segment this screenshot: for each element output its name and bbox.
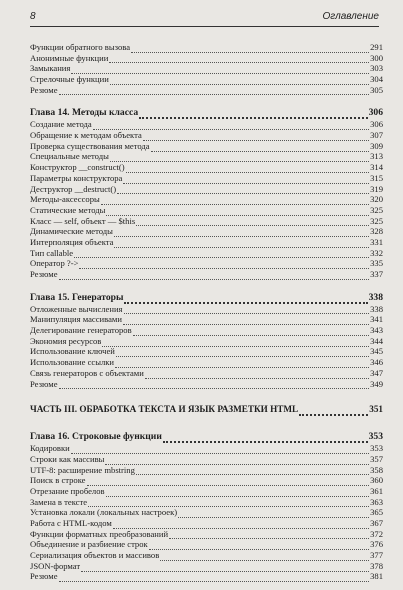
toc-entry (30, 518, 383, 529)
toc-entry-title: Функции форматных преобразований (30, 528, 169, 539)
toc-entry (30, 486, 383, 497)
toc-entry-title: Объединение и разбиение строк (30, 539, 148, 550)
toc-page-number: 328 (370, 226, 383, 237)
toc-entry-title: Стрелочные функции (30, 74, 109, 85)
toc-entry-title: ЧАСТЬ III. ОБРАБОТКА ТЕКСТА И ЯЗЫК РАЗМЕТКИ HTML (30, 404, 299, 415)
toc-page-number: 309 (370, 140, 383, 151)
toc-entry-title: Сериализация объектов и массивов (30, 550, 160, 561)
toc-page-number: 358 (370, 464, 383, 475)
dot-leader (71, 445, 369, 454)
dot-leader (59, 573, 370, 582)
toc-entry-title: Делегирование генераторов (30, 325, 132, 336)
toc-page-number: 360 (370, 475, 383, 486)
toc-entry (30, 539, 383, 550)
toc-page-number: 325 (370, 204, 383, 215)
toc-page-number: 351 (369, 404, 383, 415)
toc-page-number: 314 (370, 162, 383, 173)
toc-entry-title: Отрезание пробелов (30, 485, 105, 496)
toc-entry (30, 475, 383, 486)
toc-page-number: 325 (370, 215, 383, 226)
toc-entry-title: Параметры конструктора (30, 172, 123, 183)
toc-entry-title: Связь генераторов с объектами (30, 367, 144, 378)
toc-page-number: 338 (370, 303, 383, 314)
toc-entry-title: Кодировки (30, 443, 70, 454)
toc-entry (30, 216, 383, 227)
toc-entry (30, 152, 383, 163)
toc-entry (30, 550, 383, 561)
toc-spacer (30, 95, 383, 106)
toc-entry-title: JSON-формат (30, 560, 81, 571)
toc-entry-title: Манипуляция массивами (30, 314, 122, 325)
toc-entry-title: Резюме (30, 84, 58, 95)
toc-page-number: 343 (370, 325, 383, 336)
toc-page-number: 378 (370, 560, 383, 571)
toc-spacer (30, 389, 383, 403)
toc-page-number: 307 (370, 130, 383, 141)
dot-leader (109, 54, 369, 63)
toc-entry-title: Методы-аксессоры (30, 194, 100, 205)
dot-leader (139, 109, 367, 119)
toc-entry (30, 42, 383, 53)
toc-page-number: 349 (370, 378, 383, 389)
toc-page-number: 332 (370, 247, 383, 258)
toc-entry-title: Конструктор __construct() (30, 162, 125, 173)
toc-spacer (30, 416, 383, 430)
toc-entry (30, 63, 383, 74)
toc-entry-title: Анонимные функции (30, 52, 109, 63)
toc-entry-title: Глава 16. Строковые функции (30, 431, 162, 443)
toc-page-number: 357 (370, 453, 383, 464)
toc-entry (30, 304, 383, 315)
toc-page-number: 303 (370, 63, 383, 74)
toc-entry-title: Глава 14. Методы класса (30, 107, 139, 119)
table-of-contents (30, 42, 383, 582)
dot-leader (114, 239, 369, 248)
toc-page-number: 337 (370, 269, 383, 280)
toc-chapter (30, 291, 383, 304)
toc-entry (30, 507, 383, 518)
dot-leader (163, 433, 368, 443)
dot-leader (151, 143, 369, 152)
toc-entry-title: Создание метода (30, 119, 92, 130)
toc-spacer (30, 280, 383, 291)
toc-entry-title: Тип callable (30, 247, 74, 258)
toc-entry (30, 314, 383, 325)
dot-leader (113, 520, 369, 529)
dot-leader (114, 228, 369, 237)
toc-entry (30, 173, 383, 184)
toc-page-number: 347 (370, 367, 383, 378)
toc-page-number: 338 (368, 291, 383, 303)
toc-entry-title: Установка локали (локальных настроек) (30, 507, 178, 518)
dot-leader (87, 477, 370, 486)
toc-page-number: 305 (370, 84, 383, 95)
dot-leader (124, 294, 367, 304)
toc-entry-title: Отложенные вычисления (30, 303, 123, 314)
toc-entry-title: Проверка существования метода (30, 140, 150, 151)
toc-page-number: 367 (370, 518, 383, 529)
toc-entry (30, 269, 383, 280)
toc-entry (30, 465, 383, 476)
dot-leader (88, 498, 369, 507)
toc-page-number: 345 (370, 346, 383, 357)
toc-entry (30, 561, 383, 572)
dot-leader (116, 348, 369, 357)
toc-entry (30, 443, 383, 454)
dot-leader (124, 305, 370, 314)
toc-entry-title: Использование ключей (30, 346, 115, 357)
dot-leader (110, 153, 369, 162)
toc-page-number: 341 (370, 314, 383, 325)
toc-entry (30, 162, 383, 173)
toc-page-number: 381 (370, 571, 383, 582)
toc-entry-title: Глава 15. Генераторы (30, 291, 124, 303)
dot-leader (131, 44, 369, 53)
toc-page-number: 320 (370, 194, 383, 205)
toc-entry (30, 454, 383, 465)
dot-leader (136, 217, 369, 226)
dot-leader (81, 563, 369, 572)
dot-leader (143, 132, 369, 141)
toc-entry-title: Работа с HTML-кодом (30, 518, 112, 529)
toc-page-number: 335 (370, 258, 383, 269)
dot-leader (123, 175, 369, 184)
dot-leader (126, 164, 369, 173)
toc-entry (30, 130, 383, 141)
header-title: Оглавление (322, 11, 379, 22)
toc-page-number: 304 (370, 74, 383, 85)
toc-page-number: 361 (370, 485, 383, 496)
toc-entry (30, 248, 383, 259)
toc-page-number: 300 (370, 52, 383, 63)
toc-entry (30, 194, 383, 205)
toc-entry-title: Оператор ?-> (30, 258, 79, 269)
toc-entry-title: Использование ссылки (30, 357, 115, 368)
toc-entry-title: Резюме (30, 571, 58, 582)
dot-leader (59, 271, 370, 280)
dot-leader (145, 370, 369, 379)
dot-leader (123, 316, 369, 325)
dot-leader (59, 380, 370, 389)
toc-page-number: 331 (370, 236, 383, 247)
dot-leader (149, 541, 369, 550)
toc-entry (30, 74, 383, 85)
toc-page-number: 365 (370, 507, 383, 518)
toc-entry-title: Статические методы (30, 204, 106, 215)
toc-page-number: 353 (368, 431, 383, 443)
dot-leader (110, 76, 369, 85)
toc-entry (30, 572, 383, 583)
toc-entry-title: Замыкания (30, 63, 71, 74)
dot-leader (160, 552, 369, 561)
toc-entry (30, 379, 383, 390)
toc-entry (30, 258, 383, 269)
toc-entry (30, 119, 383, 130)
toc-entry-title: UTF-8: расширение mbstring (30, 464, 135, 475)
dot-leader (59, 86, 370, 95)
toc-entry-title: Динамические методы (30, 226, 113, 237)
toc-entry (30, 357, 383, 368)
toc-entry-title: Деструктор __destruct() (30, 183, 117, 194)
toc-entry (30, 529, 383, 540)
toc-entry-title: Резюме (30, 378, 58, 389)
toc-entry (30, 368, 383, 379)
toc-entry (30, 184, 383, 195)
toc-entry-title: Функции обратного вызова (30, 41, 131, 52)
dot-leader (101, 196, 369, 205)
toc-entry-title: Поиск в строке (30, 475, 86, 486)
toc-entry (30, 237, 383, 248)
toc-page-number: 291 (370, 41, 383, 52)
toc-chapter (30, 430, 383, 443)
dot-leader (106, 207, 369, 216)
toc-page-number: 363 (370, 496, 383, 507)
toc-page-number: 372 (370, 528, 383, 539)
toc-chapter (30, 106, 383, 119)
dot-leader (169, 530, 369, 539)
dot-leader (136, 466, 369, 475)
toc-entry-title: Обращение к методам объекта (30, 130, 142, 141)
toc-entry-title: Класс — self, объект — $this (30, 215, 136, 226)
dot-leader (71, 65, 369, 74)
toc-entry-title: Специальные методы (30, 151, 109, 162)
toc-entry (30, 53, 383, 64)
dot-leader (93, 121, 369, 130)
dot-leader (299, 406, 368, 416)
toc-entry-title: Строки как массивы (30, 453, 105, 464)
toc-entry (30, 336, 383, 347)
toc-part (30, 403, 383, 416)
toc-page-number: 377 (370, 550, 383, 561)
dot-leader (105, 456, 369, 465)
toc-entry-title: Экономия ресурсов (30, 335, 102, 346)
toc-entry (30, 85, 383, 96)
toc-entry (30, 226, 383, 237)
toc-page-number: 306 (368, 107, 383, 119)
dot-leader (102, 338, 369, 347)
dot-leader (117, 185, 369, 194)
dot-leader (106, 488, 370, 497)
toc-page-number: 319 (370, 183, 383, 194)
toc-entry-title: Резюме (30, 269, 58, 280)
toc-entry (30, 347, 383, 358)
toc-page-number: 344 (370, 335, 383, 346)
toc-page-number: 306 (370, 119, 383, 130)
toc-entry (30, 325, 383, 336)
running-header (30, 10, 379, 27)
toc-page-number: 353 (370, 443, 383, 454)
dot-leader (178, 509, 369, 518)
dot-leader (79, 260, 369, 269)
toc-entry (30, 497, 383, 508)
dot-leader (115, 359, 369, 368)
dot-leader (133, 327, 369, 336)
dot-leader (74, 249, 369, 258)
toc-entry (30, 141, 383, 152)
toc-entry (30, 205, 383, 216)
toc-entry-title: Замена в тексте (30, 496, 88, 507)
toc-page-number: 315 (370, 172, 383, 183)
toc-page-number: 313 (370, 151, 383, 162)
page-number: 8 (30, 11, 36, 22)
toc-page-number: 376 (370, 539, 383, 550)
toc-page-number: 346 (370, 357, 383, 368)
toc-entry-title: Интерполяция объекта (30, 236, 114, 247)
